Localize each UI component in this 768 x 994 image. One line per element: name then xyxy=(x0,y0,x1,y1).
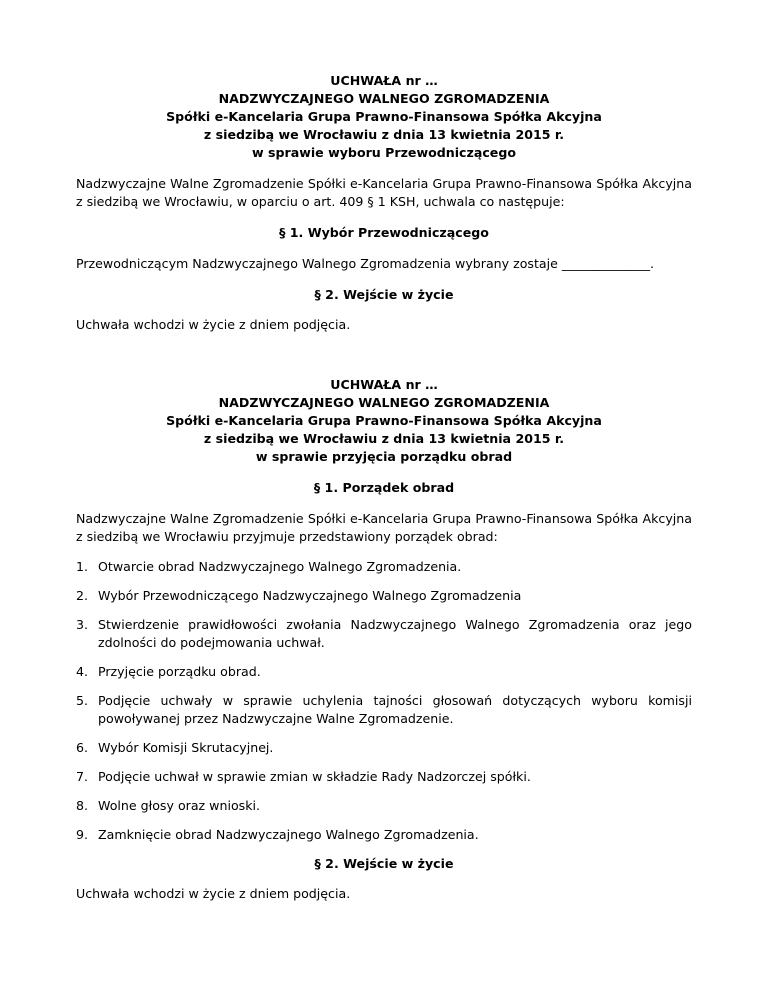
list-item-text: Przyjęcie porządku obrad. xyxy=(98,664,261,679)
resolution-1-heading xyxy=(76,72,692,162)
resolution-2-section-2-text: Uchwała wchodzi w życie z dniem podjęcia. xyxy=(76,886,351,901)
list-item-number: 8. xyxy=(76,798,89,813)
list-item-text: Wybór Przewodniczącego Nadzwyczajnego Walnego Zgromadzenia xyxy=(98,588,522,603)
resolution-2-section-2-title: § 2. Wejście w życie xyxy=(314,856,454,871)
resolution-1-title-line-3: Spółki e-Kancelaria Grupa Prawno-Finansowa Spółka Akcyjna xyxy=(166,109,602,124)
list-item-number: 6. xyxy=(76,740,89,755)
resolution-2-title-line-1: UCHWAŁA nr … xyxy=(330,377,438,392)
list-item-text: Stwierdzenie prawidłowości zwołania Nadzwyczajnego Walnego Zgromadzenia oraz jego zdolności do podejmowania uchwał. xyxy=(98,617,692,650)
list-item-number: 5. xyxy=(76,693,89,708)
resolution-1-section-1-title: § 1. Wybór Przewodniczącego xyxy=(279,225,489,240)
resolution-1-title-line-2: NADZWYCZAJNEGO WALNEGO ZGROMADZENIA xyxy=(218,91,550,106)
list-item xyxy=(76,797,692,815)
resolution-1-title-line-1: UCHWAŁA nr … xyxy=(330,73,438,88)
resolution-1-section-2-title: § 2. Wejście w życie xyxy=(314,287,454,302)
list-item-text: Otwarcie obrad Nadzwyczajnego Walnego Zgromadzenia. xyxy=(98,559,462,574)
list-item-number: 9. xyxy=(76,827,89,842)
resolution-1-title-line-5: w sprawie wyboru Przewodniczącego xyxy=(251,145,517,160)
list-item xyxy=(76,587,692,605)
resolution-1-title-line-4: z siedzibą we Wrocławiu z dnia 13 kwietnia 2015 r. xyxy=(203,127,565,142)
resolution-1-section-1-text: Przewodniczącym Nadzwyczajnego Walnego Zgromadzenia wybrany zostaje ______________. xyxy=(76,256,655,271)
list-item-number: 3. xyxy=(76,617,89,632)
list-item-text: Wybór Komisji Skrutacyjnej. xyxy=(98,740,274,755)
list-item xyxy=(76,663,692,681)
list-item-text: Wolne głosy oraz wnioski. xyxy=(98,798,261,813)
resolution-2-intro: Nadzwyczajne Walne Zgromadzenie Spółki e-Kancelaria Grupa Prawno-Finansowa Spółka Akcyjna z siedzibą we Wrocławiu przyjmuje przedstawiony porządek obrad: xyxy=(76,511,692,544)
resolution-1-intro: Nadzwyczajne Walne Zgromadzenie Spółki e-Kancelaria Grupa Prawno-Finansowa Spółka Akcyjna z siedzibą we Wrocławiu, w oparciu o art. 409 § 1 KSH, uchwala co następuje: xyxy=(76,176,692,209)
list-item xyxy=(76,739,692,757)
agenda-list xyxy=(76,558,692,844)
list-item xyxy=(76,558,692,576)
list-item-number: 1. xyxy=(76,559,89,574)
document-page xyxy=(76,72,692,903)
list-item-number: 4. xyxy=(76,664,89,679)
list-item xyxy=(76,826,692,844)
list-item xyxy=(76,768,692,786)
resolution-2-title-line-4: z siedzibą we Wrocławiu z dnia 13 kwietnia 2015 r. xyxy=(203,431,565,446)
list-item-text: Podjęcie uchwał w sprawie zmian w składzie Rady Nadzorczej spółki. xyxy=(98,769,531,784)
resolution-2-title-line-5: w sprawie przyjęcia porządku obrad xyxy=(255,449,513,464)
list-item-number: 2. xyxy=(76,588,89,603)
resolution-2-section-1-title: § 1. Porządek obrad xyxy=(313,480,455,495)
list-item-text: Podjęcie uchwały w sprawie uchylenia tajności głosowań dotyczących wyboru komisji powoływanej przez Nadzwyczajne Walne Zgromadzenie. xyxy=(98,693,692,726)
resolution-2-heading xyxy=(76,376,692,466)
list-item xyxy=(76,692,692,728)
resolution-1-section-2-text: Uchwała wchodzi w życie z dniem podjęcia. xyxy=(76,317,351,332)
resolution-2-title-line-3: Spółki e-Kancelaria Grupa Prawno-Finansowa Spółka Akcyjna xyxy=(166,413,602,428)
list-item-text: Zamknięcie obrad Nadzwyczajnego Walnego Zgromadzenia. xyxy=(98,827,479,842)
list-item-number: 7. xyxy=(76,769,89,784)
list-item xyxy=(76,616,692,652)
resolution-2-title-line-2: NADZWYCZAJNEGO WALNEGO ZGROMADZENIA xyxy=(218,395,550,410)
